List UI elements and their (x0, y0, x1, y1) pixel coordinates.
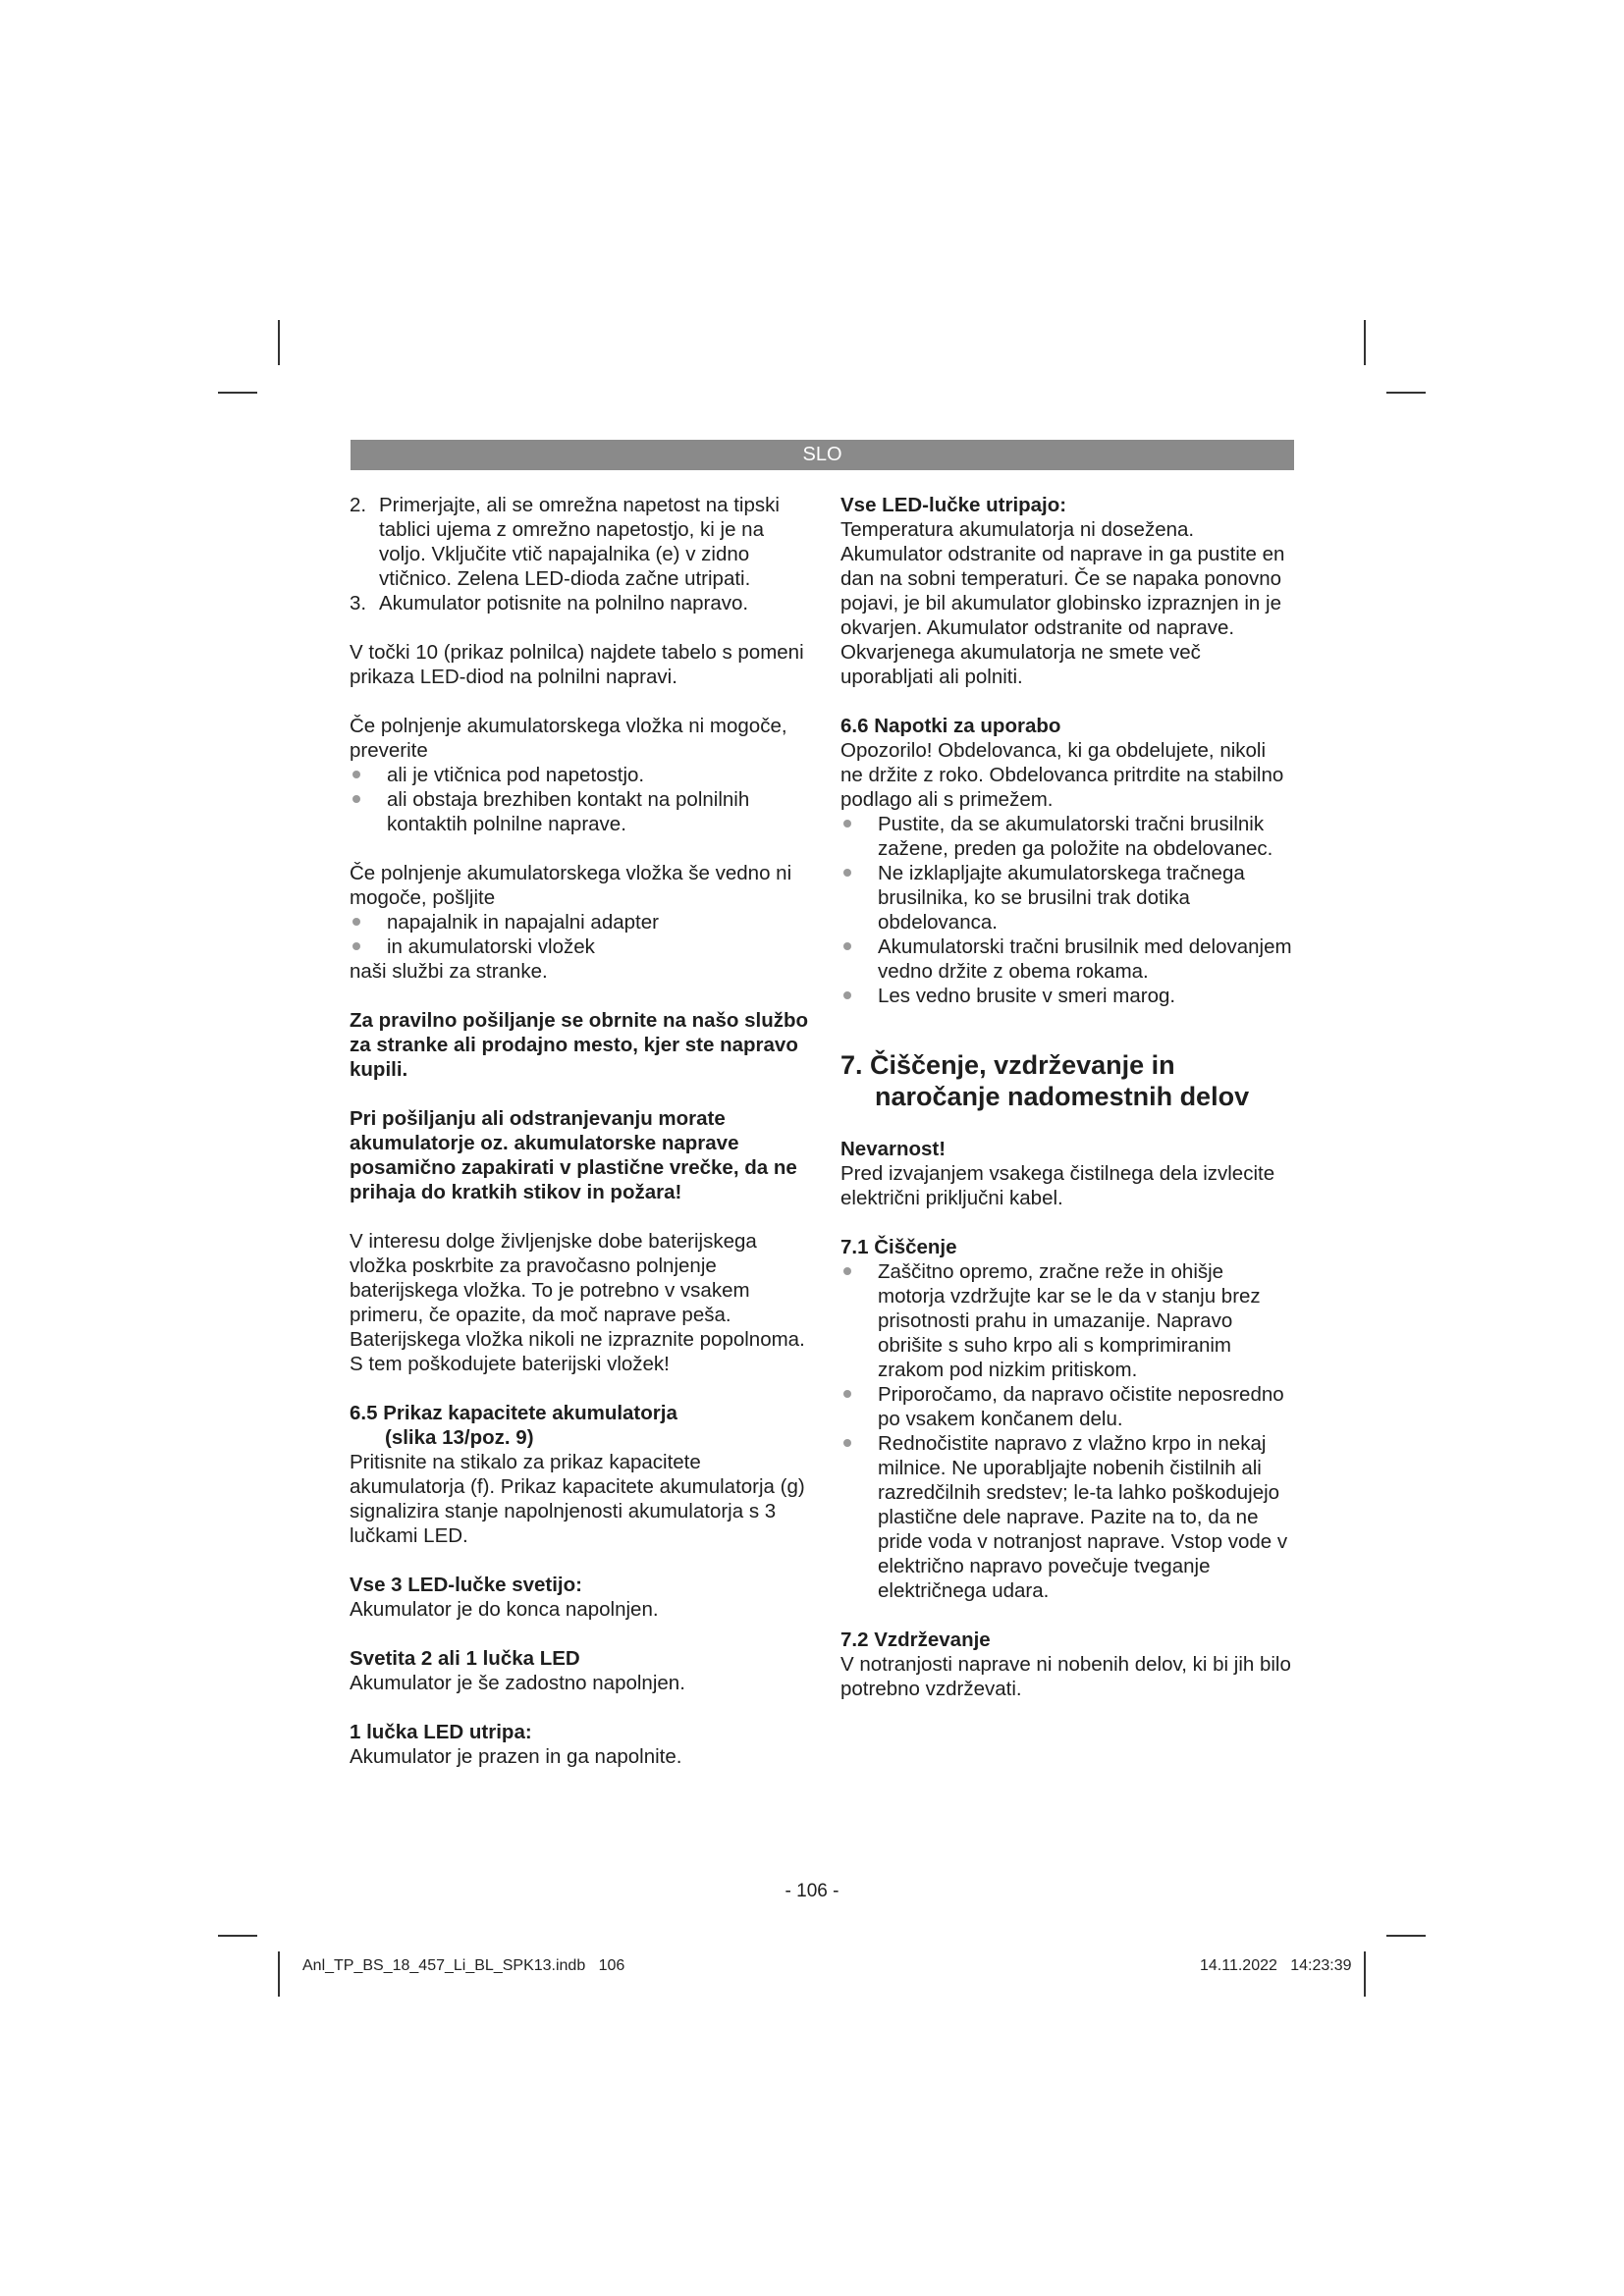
language-header-bar (351, 440, 1294, 470)
step-text: Primerjajte, ali se omrežna napetost na tipski tablici ujema z omrežno napetostjo, ki je na voljo. Vključite vtič napajalnika (e) v zidno vtičnico. Zelena LED-dioda začne utripati. (379, 494, 780, 590)
crop-mark-top-right-horizontal (1386, 392, 1426, 394)
section-7-2-text: V notranjosti naprave ni nobenih delov, ki bi jih bilo potrebno vzdrževati. (840, 1653, 1291, 1700)
list-item: Zaščitno opremo, zračne reže in ohišje motorja vzdržujte kar se le da v stanju brez prisotnosti prahu in umazanije. Napravo obrišite s suho krpo ali s komprimiranim zrakom pod nizkim pritiskom. (840, 1259, 1292, 1382)
led-blink-heading: Vse LED-lučke utripajo: (840, 494, 1067, 516)
crop-mark-bottom-right-vertical (1364, 1951, 1366, 1997)
right-column (840, 493, 1292, 1701)
list-item: Les vedno brusite v smeri marog. (840, 984, 1292, 1008)
usage-tips-list (840, 812, 1292, 1008)
section-7-1-title: 7.1 Čiščenje (840, 1236, 957, 1258)
check-list (350, 763, 811, 836)
list-item: Priporočamo, da napravo očistite neposredno po vsakem končanem delu. (840, 1382, 1292, 1431)
section-6-5-title: 6.5 Prikaz kapacitete akumulatorja (350, 1402, 677, 1424)
list-item: ali je vtičnica pod napetostjo. (350, 763, 811, 787)
led-3-text: Akumulator je do konca napolnjen. (350, 1598, 659, 1621)
section-6-5-subtitle: (slika 13/poz. 9) (385, 1426, 534, 1449)
chapter-7-heading (840, 1049, 1292, 1112)
crop-mark-bottom-right-horizontal (1386, 1935, 1426, 1937)
danger-text: Pred izvajanjem vsakega čistilnega dela izvlecite električni priključni kabel. (840, 1162, 1275, 1209)
list-item: Rednočistite napravo z vlažno krpo in nekaj milnice. Ne uporabljajte nobenih čistilnih ali razredčilnih sredstev; le-ta lahko poškodujejo plastične dele naprave. Pazite na to, da ne pride voda v notranjost naprave. Vstop vode v električno napravo povečuje tveganje električnega udara. (840, 1431, 1292, 1603)
paragraph-send-intro: Če polnjenje akumulatorskega vložka še vedno ni mogoče, pošljite (350, 862, 792, 909)
list-item: Pustite, da se akumulatorski tračni brusilnik zažene, preden ga položite na obdelovanec. (840, 812, 1292, 861)
paragraph-battery-life: V interesu dolge življenjske dobe baterijskega vložka poskrbite za pravočasno polnjenje baterijskega vložka. To je potrebno v vsakem primeru, če opazite, da moč naprave peša. Baterijskega vložka nikoli ne izpraznite popolnoma. S tem poškodujete baterijski vložek! (350, 1230, 805, 1375)
paragraph-led-table: V točki 10 (prikaz polnilca) najdete tabelo s pomeni prikaza LED-diod na polnilni napravi. (350, 641, 804, 688)
paragraph-check-intro: Če polnjenje akumulatorskega vložka ni mogoče, preverite (350, 715, 787, 762)
chapter-7-title: 7. Čiščenje, vzdrževanje in (840, 1050, 1175, 1080)
led-2-heading: Svetita 2 ali 1 lučka LED (350, 1647, 580, 1670)
list-item: Ne izklapljajte akumulatorskega tračnega brusilnika, ko se brusilni trak dotika obdelovanca. (840, 861, 1292, 934)
crop-mark-top-left-vertical (278, 320, 280, 365)
section-6-6-title: 6.6 Napotki za uporabo (840, 715, 1061, 737)
cleaning-list (840, 1259, 1292, 1603)
danger-heading: Nevarnost! (840, 1138, 947, 1160)
list-item: ali obstaja brezhiben kontakt na polnilnih kontaktih polnilne naprave. (350, 787, 811, 836)
section-7-2-title: 7.2 Vzdrževanje (840, 1629, 991, 1651)
led-1-text: Akumulator je prazen in ga napolnite. (350, 1745, 682, 1768)
section-6-5-heading (350, 1401, 811, 1450)
language-label: SLO (802, 444, 842, 465)
led-3-heading: Vse 3 LED-lučke svetijo: (350, 1574, 582, 1596)
step-number: 3. (350, 592, 367, 614)
list-item: Akumulatorski tračni brusilnik med delovanjem vedno držite z obema rokama. (840, 934, 1292, 984)
chapter-7-title-continued: naročanje nadomestnih delov (875, 1082, 1250, 1111)
page-number: - 106 - (785, 1881, 839, 1901)
notice-service: Za pravilno pošiljanje se obrnite na našo službo za stranke ali prodajno mesto, kjer ste napravo kupili. (350, 1009, 809, 1081)
crop-mark-top-right-vertical (1364, 320, 1366, 365)
led-blink-text: Temperatura akumulatorja ni dosežena. Akumulator odstranite od naprave in ga pustite en dan na sobni temperaturi. Če se napaka ponovno pojavi, je bil akumulator globinsko izpraznjen in je okvarjen. Akumulator odstranite od naprave. Okvarjenega akumulatorja ne smete več uporabljati ali polniti. (840, 518, 1285, 688)
section-6-6-text: Opozorilo! Obdelovanca, ki ga obdelujete, nikoli ne držite z roko. Obdelovanca pritrdite na stabilno podlago ali s primežem. (840, 739, 1284, 811)
left-column (350, 493, 811, 1769)
led-2-text: Akumulator je še zadostno napolnjen. (350, 1672, 685, 1694)
charging-steps-list (350, 493, 811, 615)
led-1-heading: 1 lučka LED utripa: (350, 1721, 532, 1743)
print-timestamp: 14.11.2022 14:23:39 (1200, 1957, 1352, 1974)
list-item: in akumulatorski vložek (350, 934, 811, 959)
step-number: 2. (350, 494, 367, 516)
paragraph-send-outro: naši službi za stranke. (350, 960, 548, 983)
crop-mark-top-left-horizontal (218, 392, 257, 394)
section-6-5-text: Pritisnite na stikalo za prikaz kapacitete akumulatorja (f). Prikaz kapacitete akumulatorja (g) signalizira stanje napolnjenosti akumulatorja s 3 lučkami LED. (350, 1451, 805, 1547)
step-item (350, 493, 811, 591)
list-item: napajalnik in napajalni adapter (350, 910, 811, 934)
notice-packing: Pri pošiljanju ali odstranjevanju morate akumulatorje oz. akumulatorske naprave posamično zapakirati v plastične vrečke, da ne prihaja do kratkih stikov in požara! (350, 1107, 797, 1203)
crop-mark-bottom-left-horizontal (218, 1935, 257, 1937)
step-item (350, 591, 811, 615)
send-list (350, 910, 811, 959)
step-text: Akumulator potisnite na polnilno napravo. (379, 592, 749, 614)
file-slug: Anl_TP_BS_18_457_Li_BL_SPK13.indb 106 (302, 1957, 625, 1974)
crop-mark-bottom-left-vertical (278, 1951, 280, 1997)
